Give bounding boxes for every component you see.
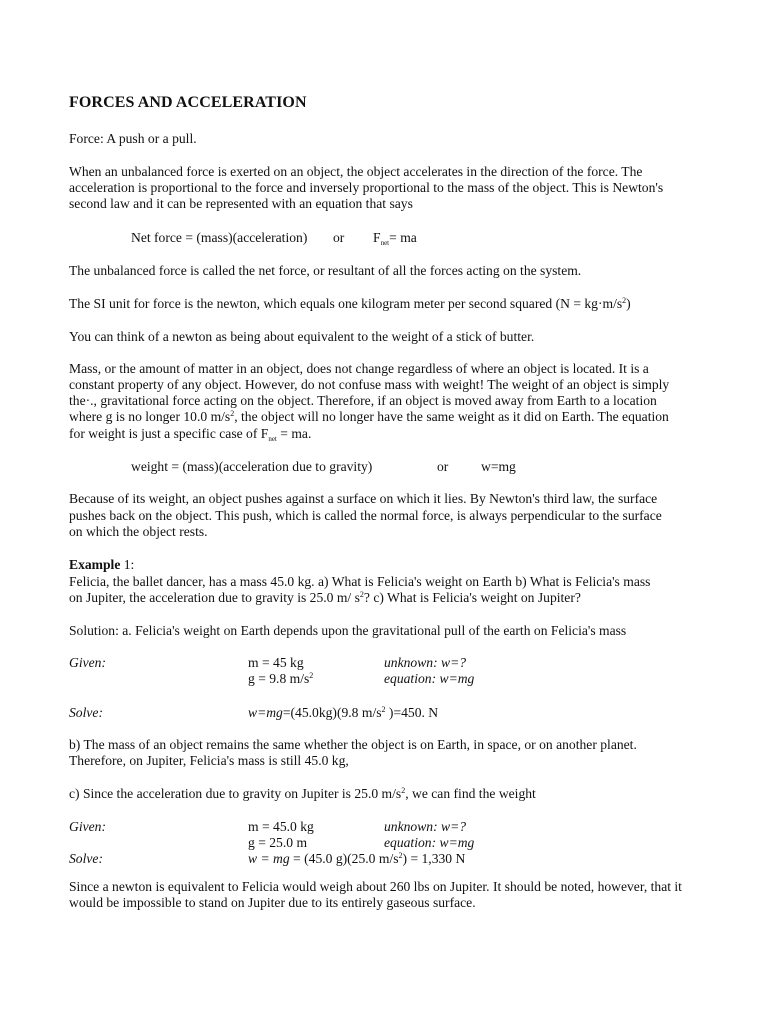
part-b: Therefore, on Jupiter, Felicia's mass is still 45.0 kg, xyxy=(69,753,349,768)
equation-or: or xyxy=(333,230,345,245)
solve-label: Solve: xyxy=(69,705,103,720)
equation-fnet: $F_{net}=$ ma xyxy=(373,230,417,247)
unknown-label: unknown: w=? xyxy=(384,655,467,670)
paragraph-line: second law and it can be represented with an equation that says xyxy=(69,196,413,211)
paragraph-line: the·., gravitational force acting on the object. Therefore, if an object is moved away from Earth to a location xyxy=(69,393,657,408)
paragraph-line: Mass, or the amount of matter in an object, does not change regardless of where an object is located. It is a xyxy=(69,361,649,376)
solve-expression: w = mg = (45.0 g)(25.0 $m/s^2) = 1,330$ N xyxy=(248,851,466,866)
force-definition: Force: A push or a pull. xyxy=(69,131,197,146)
paragraph-line: When an unbalanced force is exerted on an object, the object accelerates in the direction of the force. The xyxy=(69,164,643,179)
equation-label: equation: w=mg xyxy=(384,671,475,686)
solve-expression: w=mg=(45.0kg)(9.8 $m/s^2$ )=450. N xyxy=(248,705,439,720)
example-question: on Jupiter, the acceleration due to gravity is 25.0 m/ $s^2$? c) What is Felicia's weight on Jupiter? xyxy=(69,590,581,605)
paragraph-line: pushes back on the object. This push, which is called the normal force, is always perpendicular to the surface xyxy=(69,508,662,523)
equation-label: equation: w=mg xyxy=(384,835,475,850)
page-title: FORCES AND ACCELERATION xyxy=(69,94,307,111)
unknown-label: unknown: w=? xyxy=(384,819,467,834)
paragraph-line: You can think of a newton as being about equivalent to the weight of a stick of butter. xyxy=(69,329,535,344)
solution-a: Solution: a. Felicia's weight on Earth depends upon the gravitational pull of the earth on Felicia's mass xyxy=(69,623,627,638)
part-b: b) The mass of an object remains the same whether the object is on Earth, in space, or on another planet. xyxy=(69,737,637,752)
paragraph-line: on which the object rests. xyxy=(69,524,208,539)
given-mass: m = 45.0 kg xyxy=(248,819,314,834)
given-label: Given: xyxy=(69,819,106,834)
paragraph-line: Because of its weight, an object pushes against a surface on which it lies. By Newton's third law, the surface xyxy=(69,491,658,506)
equation-or: or xyxy=(437,459,449,474)
paragraph-line: where g is no longer 10.0 $m/s^2$, the object will no longer have the same weight as it did on Earth. The equation xyxy=(69,409,669,424)
paragraph-line: The SI unit for force is the newton, which equals one kilogram meter per second squared $(N = kg\cdot m/s^2)$ xyxy=(69,296,631,311)
part-c: c) Since the acceleration due to gravity on Jupiter is 25.0 $m/s^2$, we can find the weight xyxy=(69,786,536,801)
given-gravity: g = 25.0 m xyxy=(248,835,308,850)
paragraph-line: for weight is just a specific case of $F_{net}$ = ma. xyxy=(69,426,312,443)
closing-paragraph: Since a newton is equivalent to Felicia would weigh about 260 lbs on Jupiter. It should be noted, however, that it xyxy=(69,879,682,894)
solve-label: Solve: xyxy=(69,851,103,866)
example-question: Felicia, the ballet dancer, has a mass 45.0 kg. a) What is Felicia's weight on Earth b) What is Felicia's mass xyxy=(69,574,651,589)
equation-weight: weight = (mass)(acceleration due to gravity) xyxy=(131,459,373,474)
paragraph-line: acceleration is proportional to the force and inversely proportional to the mass of the object. This is Newton's xyxy=(69,180,664,195)
paragraph-line: constant property of any object. However, do not confuse mass with weight! The weight of an object is simply xyxy=(69,377,670,392)
given-mass: m = 45 kg xyxy=(248,655,304,670)
paragraph-line: The unbalanced force is called the net force, or resultant of all the forces acting on the system. xyxy=(69,263,582,278)
given-gravity: g = 9.8 $m/s^2$ xyxy=(248,671,314,686)
equation-net-force: Net force = (mass)(acceleration) xyxy=(131,230,308,245)
closing-paragraph: would be impossible to stand on Jupiter due to its entirely gaseous surface. xyxy=(69,895,476,910)
example-heading: Example 1: xyxy=(69,557,135,572)
given-label: Given: xyxy=(69,655,106,670)
equation-wmg: w=mg xyxy=(481,459,516,474)
